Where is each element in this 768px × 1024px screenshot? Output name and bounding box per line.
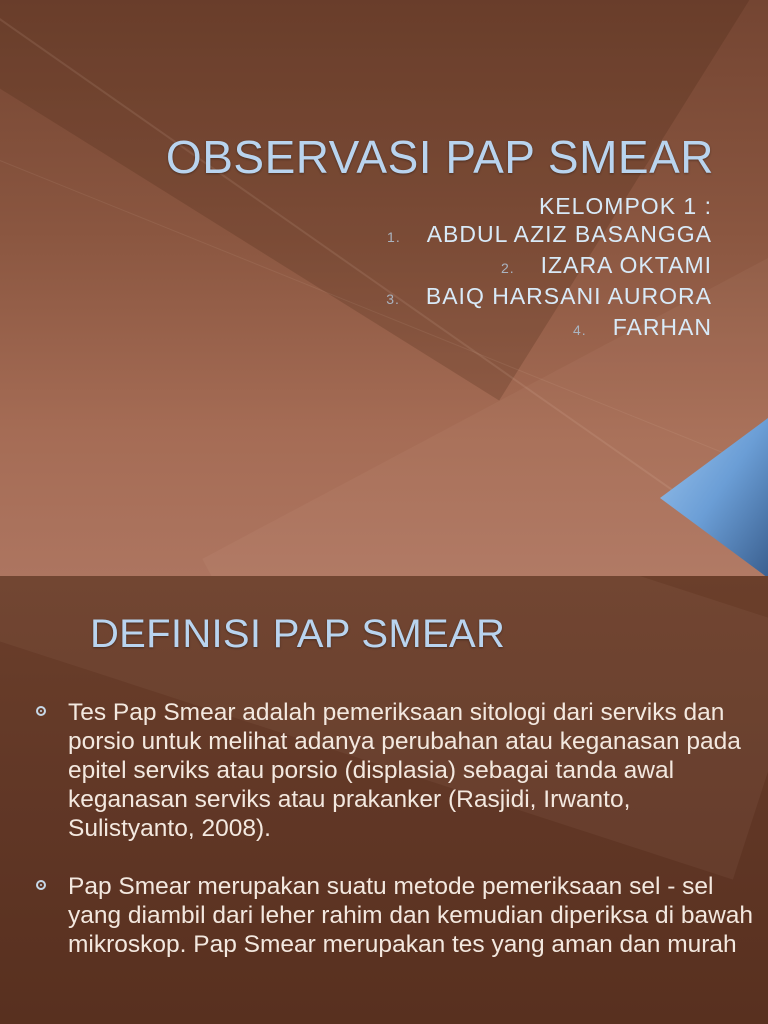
member-name: BAIQ HARSANI AURORA xyxy=(425,283,712,309)
bullet-circle-icon xyxy=(36,880,46,890)
member-name: ABDUL AZIZ BASANGGA xyxy=(426,221,712,247)
bullet-text: Tes Pap Smear adalah pemeriksaan sitologi dari serviks dan porsio untuk melihat adanya perubahan atau keganasan pada epitel serviks atau porsio (displasia) sebagai tanda awal keganasan serviks atau prakanker (Rasjidi, Irwanto, Sulistyanto, 2008). xyxy=(68,699,741,842)
member-item xyxy=(386,220,712,251)
bullet-item xyxy=(34,698,754,843)
definition-slide xyxy=(0,576,768,1024)
member-number: 2. xyxy=(500,260,515,276)
bullet-circle-icon xyxy=(36,706,46,716)
bullet-list xyxy=(34,698,754,988)
slide-title: DEFINISI PAP SMEAR xyxy=(90,612,506,656)
slide-title: OBSERVASI PAP SMEAR xyxy=(165,131,714,183)
bullet-text: Pap Smear merupakan suatu metode pemeriksaan sel - sel yang diambil dari leher rahim dan kemudian diperiksa di bawah mikroskop. Pap Smear merupakan tes yang aman dan murah xyxy=(68,873,754,958)
next-slide-arrow-icon xyxy=(660,418,768,576)
member-number: 1. xyxy=(387,229,401,245)
bullet-item xyxy=(34,872,754,959)
member-item xyxy=(386,251,712,282)
member-number: 3. xyxy=(386,291,400,307)
member-item xyxy=(386,313,712,344)
group-label: KELOMPOK 1 : xyxy=(538,193,712,219)
member-name: IZARA OKTAMI xyxy=(540,252,712,278)
group-members xyxy=(386,192,712,344)
member-name: FARHAN xyxy=(612,314,712,340)
member-number: 4. xyxy=(573,322,587,338)
member-item xyxy=(386,282,712,313)
